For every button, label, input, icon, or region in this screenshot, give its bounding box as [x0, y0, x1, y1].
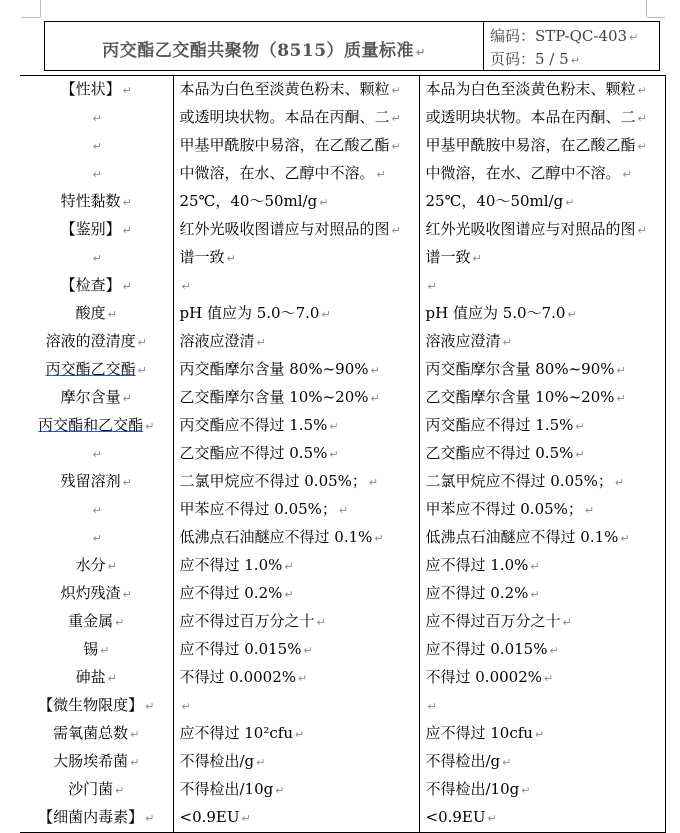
cell-text: 丙交酯应不得过 1.5% [425, 416, 574, 434]
paragraph-mark-icon: ↵ [562, 616, 572, 629]
spec-cell-left [173, 104, 419, 132]
cell-text: 乙交酯应不得过 0.5% [425, 444, 574, 462]
cell-text: 本品为白色至淡黄色粉末、颗粒 [425, 80, 636, 98]
code-box [484, 21, 660, 71]
cell-text: 不得过 0.0002% [425, 668, 543, 686]
cell-text: 25℃，40～50ml/g [425, 192, 564, 210]
paragraph-mark-icon: ↵ [370, 364, 380, 377]
paragraph-mark-icon: ↵ [329, 420, 339, 433]
cell-text: 【性状】 [60, 80, 121, 98]
paragraph-mark-icon: ↵ [338, 504, 349, 517]
cell-text: 溶液的澄清度 [45, 332, 136, 350]
table-row [20, 580, 665, 608]
spec-cell-right [419, 160, 665, 188]
spec-cell-left [173, 188, 419, 216]
spec-cell-left [173, 244, 419, 272]
paragraph-mark-icon: ↵ [321, 308, 331, 321]
spec-cell-left [173, 608, 419, 636]
table-row [20, 748, 665, 776]
spec-cell-right [419, 608, 665, 636]
cell-text: 红外光吸收图谱应与对照品的图 [179, 220, 390, 238]
table-row [20, 272, 665, 300]
cell-text: 大肠埃希菌 [53, 752, 129, 770]
paragraph-mark-icon: ↵ [534, 728, 545, 741]
row-label [20, 76, 173, 105]
paragraph-mark-icon: ↵ [622, 168, 632, 181]
row-label [20, 160, 173, 188]
cell-text: 低沸点石油醚应不得过 0.1% [179, 528, 373, 546]
cell-text: 【细菌内毒素】 [38, 808, 144, 826]
cell-text: 谱一致 [179, 248, 225, 266]
table-row [20, 720, 665, 748]
paragraph-mark-icon: ↵ [575, 448, 585, 461]
paragraph-mark-icon: ↵ [92, 504, 102, 517]
spec-cell-left [173, 468, 419, 496]
cell-text: 残留溶剂 [60, 472, 121, 490]
spec-table [20, 75, 666, 833]
spec-cell-right [419, 776, 665, 804]
cell-text: 应不得过 0.2% [179, 584, 283, 602]
row-label [20, 440, 173, 468]
spec-cell-left [173, 552, 419, 580]
spec-cell-right [419, 272, 665, 300]
paragraph-mark-icon: ↵ [502, 756, 512, 769]
paragraph-mark-icon: ↵ [616, 364, 626, 377]
crop-mark [40, 0, 41, 17]
paragraph-mark-icon: ↵ [427, 280, 437, 293]
paragraph-mark-icon: ↵ [575, 420, 585, 433]
spec-cell-left [173, 412, 419, 440]
paragraph-mark-icon: ↵ [107, 308, 117, 321]
row-label [20, 188, 173, 216]
cell-text: 丙交酯摩尔含量 80%~90% [425, 360, 615, 378]
paragraph-mark-icon: ↵ [298, 672, 308, 685]
table-row [20, 552, 665, 580]
row-label [20, 636, 173, 664]
spec-cell-left [173, 384, 419, 412]
cell-text: 或透明块状物。本品在丙酮、二 [179, 108, 390, 126]
spec-cell-right [419, 356, 665, 384]
table-row [20, 188, 665, 216]
table-row [20, 468, 665, 496]
paragraph-mark-icon: ↵ [241, 812, 251, 825]
table-row [20, 776, 665, 804]
spec-cell-right [419, 664, 665, 692]
document-header [44, 21, 660, 71]
cell-text: 应不得过 0.015% [425, 640, 548, 658]
crop-mark [646, 0, 647, 17]
row-label [20, 720, 173, 748]
paragraph-mark-icon: ↵ [637, 84, 647, 97]
cell-text: 沙门菌 [68, 780, 114, 798]
document-code: 编码：STP-QC-403 ↵ [490, 27, 639, 45]
spec-cell-left [173, 160, 419, 188]
spec-cell-left [173, 216, 419, 244]
table-row [20, 160, 665, 188]
table-row [20, 244, 665, 272]
cell-text: 甲基甲酰胺中易溶，在乙酸乙酯 [425, 136, 636, 154]
paragraph-mark-icon: ↵ [487, 812, 497, 825]
cell-text: 锡 [83, 640, 99, 658]
cell-text: 本品为白色至淡黄色粉末、颗粒 [179, 80, 390, 98]
spec-cell-right [419, 104, 665, 132]
cell-text: 应不得过百万分之十 [179, 612, 315, 630]
paragraph-mark-icon: ↵ [391, 112, 401, 125]
paragraph-mark-icon: ↵ [137, 364, 147, 377]
cell-text: 砷盐 [75, 668, 106, 686]
paragraph-mark-icon: ↵ [284, 560, 294, 573]
paragraph-mark-icon: ↵ [294, 728, 305, 741]
paragraph-mark-icon: ↵ [122, 280, 132, 293]
spec-cell-left [173, 720, 419, 748]
cell-text: 摩尔含量 [60, 388, 121, 406]
row-label [20, 328, 173, 356]
paragraph-mark-icon: ↵ [637, 112, 647, 125]
paragraph-mark-icon: ↵ [130, 756, 140, 769]
cell-text: 应不得过 0.015% [179, 640, 302, 658]
spec-cell-right [419, 580, 665, 608]
paragraph-mark-icon: ↵ [122, 84, 132, 97]
cell-text: 应不得过 10cfu [425, 724, 533, 742]
cell-text: 甲苯应不得过 0.05%； [179, 500, 337, 518]
table-row [20, 440, 665, 468]
paragraph-mark-icon: ↵ [284, 588, 294, 601]
paragraph-mark-icon: ↵ [122, 224, 132, 237]
paragraph-mark-icon: ↵ [329, 448, 339, 461]
paragraph-mark-icon: ↵ [521, 784, 531, 797]
paragraph-mark-icon: ↵ [92, 448, 102, 461]
cell-text: 乙交酯摩尔含量 10%~20% [425, 388, 615, 406]
row-label [20, 608, 173, 636]
cell-text: 25℃，40～50ml/g [179, 192, 318, 210]
table-row [20, 496, 665, 524]
cell-text: 甲基甲酰胺中易溶，在乙酸乙酯 [179, 136, 390, 154]
cell-text: <0.9EU [425, 808, 486, 826]
paragraph-mark-icon: ↵ [92, 112, 102, 125]
paragraph-mark-icon: ↵ [391, 140, 401, 153]
cell-text: 中微溶，在水、乙醇中不溶。 [425, 164, 621, 182]
paragraph-mark-icon: ↵ [368, 476, 379, 489]
spec-cell-left [173, 636, 419, 664]
cell-text: 不得检出/10g [425, 780, 520, 798]
spec-cell-right [419, 132, 665, 160]
table-row [20, 76, 665, 105]
paragraph-mark-icon: ↵ [256, 756, 266, 769]
row-label [20, 300, 173, 328]
spec-cell-right [419, 804, 665, 833]
paragraph-mark-icon: ↵ [92, 252, 102, 265]
paragraph-mark-icon: ↵ [530, 560, 540, 573]
cell-text: 丙交酯乙交酯 [45, 360, 136, 378]
table-row [20, 328, 665, 356]
row-label [20, 692, 173, 720]
document-title: 丙交酯乙交酯共聚物（8515）质量标准 ↵ [102, 41, 426, 61]
paragraph-mark-icon: ↵ [549, 644, 559, 657]
paragraph-mark-icon: ↵ [130, 728, 140, 741]
table-row [20, 664, 665, 692]
paragraph-mark-icon: ↵ [614, 476, 625, 489]
row-label [20, 104, 173, 132]
paragraph-mark-icon: ↵ [319, 196, 329, 209]
paragraph-mark-icon: ↵ [391, 224, 401, 237]
table-row [20, 636, 665, 664]
paragraph-mark-icon: ↵ [416, 46, 426, 59]
spec-cell-left [173, 496, 419, 524]
cell-text: <0.9EU [179, 808, 240, 826]
paragraph-mark-icon: ↵ [472, 252, 482, 265]
row-label [20, 272, 173, 300]
row-label [20, 776, 173, 804]
spec-cell-left [173, 76, 419, 105]
paragraph-mark-icon: ↵ [584, 504, 595, 517]
paragraph-mark-icon: ↵ [637, 140, 647, 153]
table-row [20, 384, 665, 412]
table-row [20, 692, 665, 720]
row-label [20, 384, 173, 412]
spec-cell-right [419, 468, 665, 496]
cell-text: 不得过 0.0002% [179, 668, 297, 686]
paragraph-mark-icon: ↵ [427, 700, 437, 713]
paragraph-mark-icon: ↵ [616, 392, 626, 405]
cell-text: 需氧菌总数 [53, 724, 129, 742]
crop-mark [647, 17, 665, 18]
cell-text: 丙交酯和乙交酯 [38, 416, 144, 434]
paragraph-mark-icon: ↵ [565, 196, 575, 209]
paragraph-mark-icon: ↵ [100, 644, 110, 657]
paragraph-mark-icon: ↵ [544, 672, 554, 685]
row-label [20, 412, 173, 440]
spec-cell-right [419, 720, 665, 748]
row-label [20, 496, 173, 524]
spec-cell-right [419, 496, 665, 524]
cell-text: 二氯甲烷应不得过 0.05%； [179, 472, 367, 490]
cell-text: pH 值应为 5.0～7.0 [179, 304, 320, 322]
cell-text: 不得检出/10g [179, 780, 274, 798]
paragraph-mark-icon: ↵ [275, 784, 285, 797]
paragraph-mark-icon: ↵ [530, 588, 540, 601]
paragraph-mark-icon: ↵ [181, 280, 191, 293]
table-row [20, 104, 665, 132]
paragraph-mark-icon: ↵ [115, 616, 125, 629]
paragraph-mark-icon: ↵ [370, 392, 380, 405]
paragraph-mark-icon: ↵ [145, 812, 155, 825]
paragraph-mark-icon: ↵ [637, 224, 647, 237]
cell-text: pH 值应为 5.0～7.0 [425, 304, 566, 322]
cell-text: 应不得过 1.0% [425, 556, 529, 574]
row-label [20, 580, 173, 608]
spec-cell-right [419, 76, 665, 105]
cell-text: 丙交酯摩尔含量 80%~90% [179, 360, 369, 378]
paragraph-mark-icon: ↵ [620, 532, 630, 545]
paragraph-mark-icon: ↵ [316, 616, 326, 629]
table-row [20, 608, 665, 636]
spec-cell-right [419, 188, 665, 216]
paragraph-mark-icon: ↵ [502, 336, 512, 349]
cell-text: 溶液应澄清 [179, 332, 255, 350]
page-number: 页码：5 / 5 ↵ [490, 50, 580, 68]
cell-text: 炽灼残渣 [60, 584, 121, 602]
spec-cell-right [419, 748, 665, 776]
spec-cell-left [173, 692, 419, 720]
spec-cell-right [419, 244, 665, 272]
spec-cell-left [173, 664, 419, 692]
spec-cell-right [419, 328, 665, 356]
table-row [20, 412, 665, 440]
row-label [20, 748, 173, 776]
paragraph-mark-icon: ↵ [567, 308, 577, 321]
row-label [20, 356, 173, 384]
paragraph-mark-icon: ↵ [226, 252, 236, 265]
paragraph-mark-icon: ↵ [107, 560, 117, 573]
cell-text: 乙交酯应不得过 0.5% [179, 444, 328, 462]
crop-mark [22, 17, 40, 18]
spec-cell-left [173, 300, 419, 328]
table-row [20, 804, 665, 833]
cell-text: 应不得过 1.0% [179, 556, 283, 574]
cell-text: 溶液应澄清 [425, 332, 501, 350]
title-box [44, 21, 484, 71]
table-row [20, 356, 665, 384]
row-label [20, 524, 173, 552]
spec-cell-right [419, 552, 665, 580]
cell-text: 【检查】 [60, 276, 121, 294]
paragraph-mark-icon: ↵ [122, 476, 132, 489]
paragraph-mark-icon: ↵ [145, 420, 155, 433]
paragraph-mark-icon: ↵ [92, 140, 102, 153]
cell-text: 【鉴别】 [60, 220, 121, 238]
paragraph-mark-icon: ↵ [303, 644, 313, 657]
spec-cell-left [173, 356, 419, 384]
cell-text: 红外光吸收图谱应与对照品的图 [425, 220, 636, 238]
cell-text: 应不得过 10²cfu [179, 724, 293, 742]
spec-cell-left [173, 132, 419, 160]
spec-cell-left [173, 580, 419, 608]
spec-cell-left [173, 440, 419, 468]
table-row [20, 132, 665, 160]
table-row [20, 524, 665, 552]
spec-cell-right [419, 300, 665, 328]
cell-text: 丙交酯应不得过 1.5% [179, 416, 328, 434]
paragraph-mark-icon: ↵ [122, 588, 132, 601]
table-row [20, 300, 665, 328]
cell-text: 【微生物限度】 [38, 696, 144, 714]
spec-cell-right [419, 692, 665, 720]
spec-cell-right [419, 636, 665, 664]
row-label [20, 804, 173, 833]
paragraph-mark-icon: ↵ [122, 196, 132, 209]
paragraph-mark-icon: ↵ [122, 392, 132, 405]
paragraph-mark-icon: ↵ [374, 532, 384, 545]
cell-text: 应不得过百万分之十 [425, 612, 561, 630]
spec-cell-right [419, 216, 665, 244]
spec-cell-left [173, 328, 419, 356]
paragraph-mark-icon: ↵ [92, 168, 102, 181]
cell-text: 应不得过 0.2% [425, 584, 529, 602]
cell-text: 乙交酯摩尔含量 10%~20% [179, 388, 369, 406]
paragraph-mark-icon: ↵ [570, 54, 580, 67]
paragraph-mark-icon: ↵ [92, 532, 102, 545]
spec-cell-right [419, 524, 665, 552]
cell-text: 谱一致 [425, 248, 471, 266]
row-label [20, 244, 173, 272]
cell-text: 酸度 [75, 304, 106, 322]
spec-cell-left [173, 272, 419, 300]
row-label [20, 552, 173, 580]
paragraph-mark-icon: ↵ [115, 784, 125, 797]
paragraph-mark-icon: ↵ [629, 31, 639, 44]
row-label [20, 132, 173, 160]
cell-text: 重金属 [68, 612, 114, 630]
paragraph-mark-icon: ↵ [137, 336, 147, 349]
cell-text: 低沸点石油醚应不得过 0.1% [425, 528, 619, 546]
spec-cell-left [173, 804, 419, 833]
spec-cell-right [419, 384, 665, 412]
spec-cell-left [173, 748, 419, 776]
spec-cell-left [173, 524, 419, 552]
cell-text: 中微溶，在水、乙醇中不溶。 [179, 164, 375, 182]
paragraph-mark-icon: ↵ [256, 336, 266, 349]
paragraph-mark-icon: ↵ [145, 700, 155, 713]
row-label [20, 468, 173, 496]
row-label [20, 664, 173, 692]
spec-cell-left [173, 776, 419, 804]
cell-text: 二氯甲烷应不得过 0.05%； [425, 472, 613, 490]
spec-cell-right [419, 440, 665, 468]
cell-text: 甲苯应不得过 0.05%； [425, 500, 583, 518]
paragraph-mark-icon: ↵ [181, 700, 191, 713]
row-label [20, 216, 173, 244]
cell-text: 特性黏数 [60, 192, 121, 210]
cell-text: 不得检出/g [425, 752, 501, 770]
cell-text: 水分 [75, 556, 106, 574]
cell-text: 不得检出/g [179, 752, 255, 770]
paragraph-mark-icon: ↵ [391, 84, 401, 97]
cell-text: 或透明块状物。本品在丙酮、二 [425, 108, 636, 126]
paragraph-mark-icon: ↵ [376, 168, 386, 181]
table-row [20, 216, 665, 244]
paragraph-mark-icon: ↵ [107, 672, 117, 685]
spec-cell-right [419, 412, 665, 440]
